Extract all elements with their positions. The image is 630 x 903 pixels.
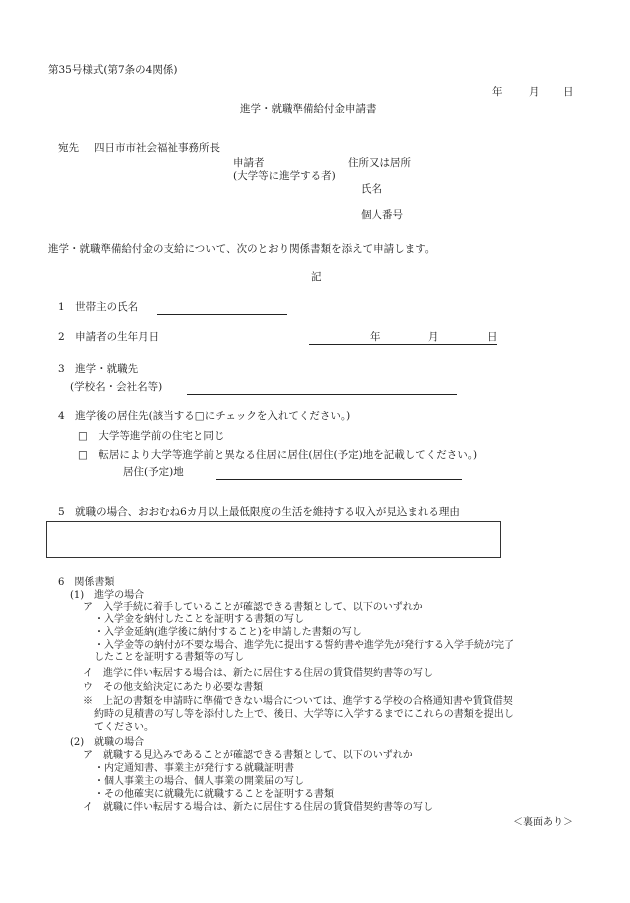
residence-place-line[interactable] bbox=[216, 479, 462, 480]
docs-note-line-3: てください。 bbox=[94, 722, 154, 733]
docs-2-a-item-2: ・個人事業主の場合、個人事業の開業届の写し bbox=[94, 776, 304, 787]
applicant-name-label: 氏名 bbox=[361, 183, 382, 195]
ki-mark: 記 bbox=[311, 271, 322, 283]
date-month-label: 月 bbox=[529, 86, 540, 98]
householder-name-line[interactable] bbox=[157, 314, 287, 315]
residence-option-moved[interactable]: □ 転居により大学等進学前と異なる住居に居住(居住(予定)地を記載してください。) bbox=[78, 449, 478, 461]
birthdate-line[interactable] bbox=[309, 344, 497, 345]
item-3-sublabel: (学校名・会社名等) bbox=[70, 381, 163, 393]
docs-1-a-item-3: ・入学金等の納付が不要な場合、進学先に提出する誓約書や進学先が発行する入学手続が完了 bbox=[94, 640, 514, 651]
applicant-role-note: (大学等に進学する者) bbox=[233, 170, 336, 182]
document-title: 進学・就職準備給付金申請書 bbox=[240, 103, 377, 115]
docs-1-a-item-2: ・入学金延納(進学後に納付すること)を申請した書類の写し bbox=[94, 627, 362, 638]
docs-1-a: ア 入学手続に着手していることが確認できる書類として、以下のいずれか bbox=[83, 602, 423, 613]
docs-title: 6 関係書類 bbox=[58, 577, 115, 588]
income-reason-box[interactable] bbox=[46, 521, 501, 558]
docs-section-1: (1) 進学の場合 bbox=[70, 590, 145, 601]
docs-2-a: ア 就職する見込みであることが確認できる書類として、以下のいずれか bbox=[83, 750, 413, 761]
docs-1-i: イ 進学に伴い転居する場合は、新たに居住する住居の賃貸借契約書等の写し bbox=[83, 668, 433, 679]
docs-section-2: (2) 就職の場合 bbox=[70, 737, 145, 748]
date-year-label: 年 bbox=[492, 86, 503, 98]
docs-1-u: ウ その他支給決定にあたり必要な書類 bbox=[83, 682, 263, 693]
addressee-name: 四日市市社会福祉事務所長 bbox=[94, 142, 220, 154]
docs-1-a-item-3-cont: したことを証明する書類等の写し bbox=[94, 652, 244, 663]
item-1-label: 1 世帯主の氏名 bbox=[58, 301, 139, 313]
docs-note-line-2: 約時の見積書の写し等を添付した上で、後日、大学等に入学するまでにこれらの書類を提出し bbox=[94, 709, 514, 720]
item-4-label: 4 進学後の居住先(該当する□にチェックを入れてください。) bbox=[58, 410, 351, 422]
birth-day-label: 日 bbox=[487, 331, 498, 343]
docs-2-i: イ 就職に伴い転居する場合は、新たに居住する住居の賃貸借契約書等の写し bbox=[83, 802, 433, 813]
docs-note-line-1: ※ 上記の書類を申請時に準備できない場合については、進学する学校の合格通知書や賃貸借契 bbox=[83, 696, 513, 707]
applicant-address-label: 住所又は居所 bbox=[348, 157, 411, 169]
birth-year-label: 年 bbox=[370, 331, 381, 343]
intro-text: 進学・就職準備給付金の支給について、次のとおり関係書類を添えて申請します。 bbox=[48, 243, 436, 255]
addressee-label: 宛先 bbox=[58, 142, 79, 154]
item-5-label: 5 就職の場合、おおむね6カ月以上最低限度の生活を維持する収入が見込まれる理由 bbox=[58, 506, 460, 518]
item-3-label: 3 進学・就職先 bbox=[58, 363, 139, 375]
school-company-line[interactable] bbox=[187, 394, 457, 395]
docs-1-a-item-1: ・入学金を納付したことを証明する書類の写し bbox=[94, 614, 304, 625]
docs-2-a-item-3: ・その他確実に就職先に就職することを証明する書類 bbox=[94, 789, 334, 800]
birth-month-label: 月 bbox=[428, 331, 439, 343]
applicant-id-label: 個人番号 bbox=[361, 209, 403, 221]
reverse-side-note: ＜裏面あり＞ bbox=[513, 817, 573, 828]
date-day-label: 日 bbox=[563, 86, 574, 98]
applicant-role: 申請者 bbox=[233, 157, 265, 169]
residence-option-same[interactable]: □ 大学等進学前の住宅と同じ bbox=[78, 430, 225, 442]
item-2-label: 2 申請者の生年月日 bbox=[58, 331, 160, 343]
docs-2-a-item-1: ・内定通知書、事業主が発行する就職証明書 bbox=[94, 763, 294, 774]
residence-place-label: 居住(予定)地 bbox=[123, 466, 184, 478]
form-number: 第35号様式(第7条の4関係) bbox=[48, 64, 178, 76]
